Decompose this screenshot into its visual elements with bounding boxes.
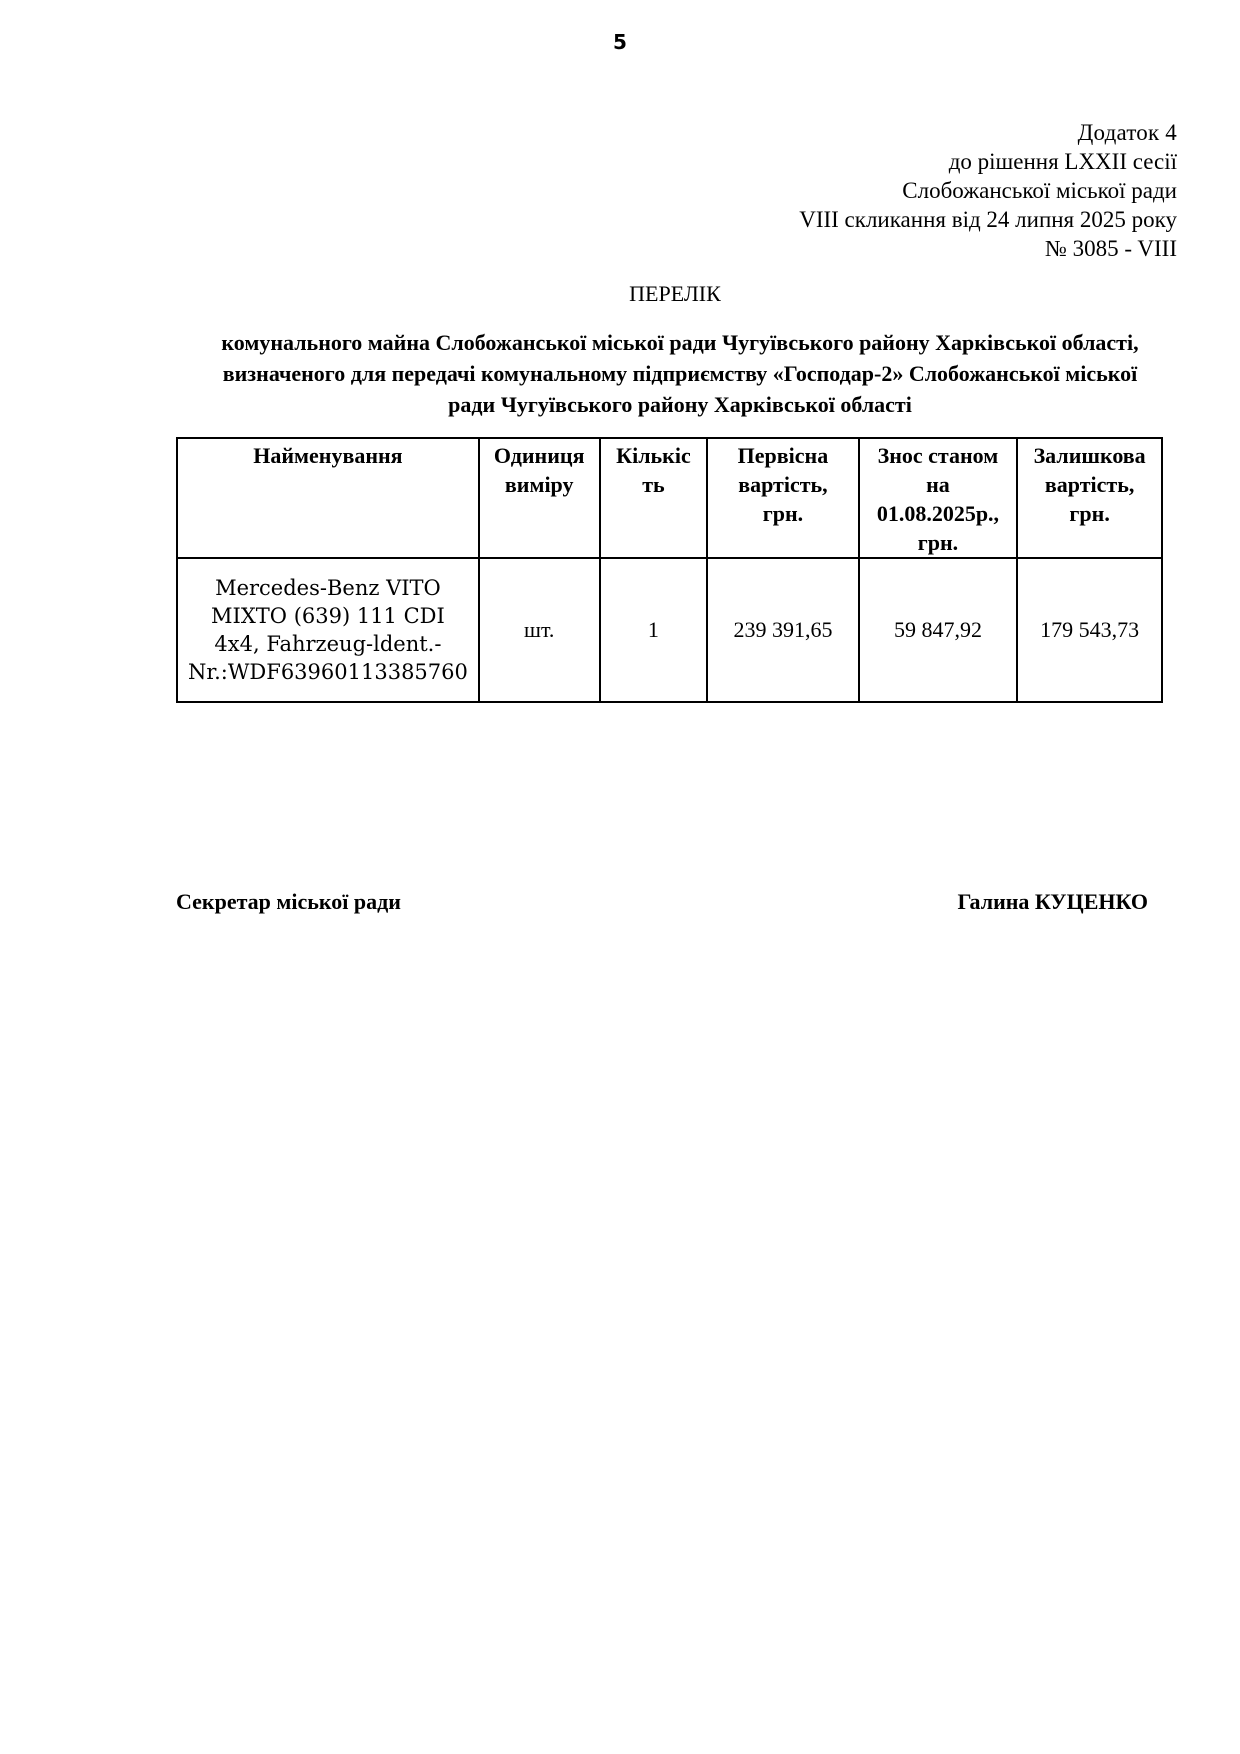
- signatory-role: Секретар міської ради: [176, 889, 401, 914]
- subtitle-line: комунального майна Слобожанської міської ради Чугуївського району Харківської області,: [221, 330, 1139, 355]
- cell-residual-value: 179 543,73: [1017, 558, 1162, 702]
- annex-convocation-line: VIII скликання від 24 липня 2025 року: [799, 207, 1177, 232]
- annex-title: Додаток 4: [1077, 120, 1177, 145]
- header-initial-value: Первісна вартість, грн.: [707, 438, 858, 558]
- cell-quantity: 1: [600, 558, 708, 702]
- header-name: Найменування: [177, 438, 479, 558]
- page-number: 5: [613, 30, 627, 54]
- header-quantity: Кількіс ть: [600, 438, 708, 558]
- assets-table: [176, 437, 1163, 703]
- document-title: ПЕРЕЛІК: [629, 281, 721, 306]
- subtitle-line: ради Чугуївського району Харківської області: [448, 392, 912, 417]
- annex-header: [477, 118, 1177, 263]
- annex-council-line: Слобожанської міської ради: [902, 178, 1177, 203]
- signatory-name: Галина КУЦЕНКО: [957, 889, 1148, 914]
- cell-name: Mercedes-Benz VITO MIXTO (639) 111 CDI 4x4, Fahrzeug-ldent.- Nr.:WDF63960113385760: [177, 558, 479, 702]
- cell-unit: шт.: [479, 558, 600, 702]
- document-subtitle: [160, 327, 1200, 420]
- subtitle-line: визначеного для передачі комунальному підприємству «Господар-2» Слобожанської міської: [222, 361, 1138, 386]
- annex-number-line: № 3085 - VIII: [1044, 236, 1177, 261]
- cell-initial-value: 239 391,65: [707, 558, 858, 702]
- table-header-row: [177, 438, 1162, 558]
- header-residual-value: Залишкова вартість, грн.: [1017, 438, 1162, 558]
- annex-decision-line: до рішення LXXII сесії: [948, 149, 1177, 174]
- table-row: [177, 558, 1162, 702]
- cell-depreciation: 59 847,92: [859, 558, 1018, 702]
- header-unit: Одиниця виміру: [479, 438, 600, 558]
- header-depreciation: Знос станом на 01.08.2025р., грн.: [859, 438, 1018, 558]
